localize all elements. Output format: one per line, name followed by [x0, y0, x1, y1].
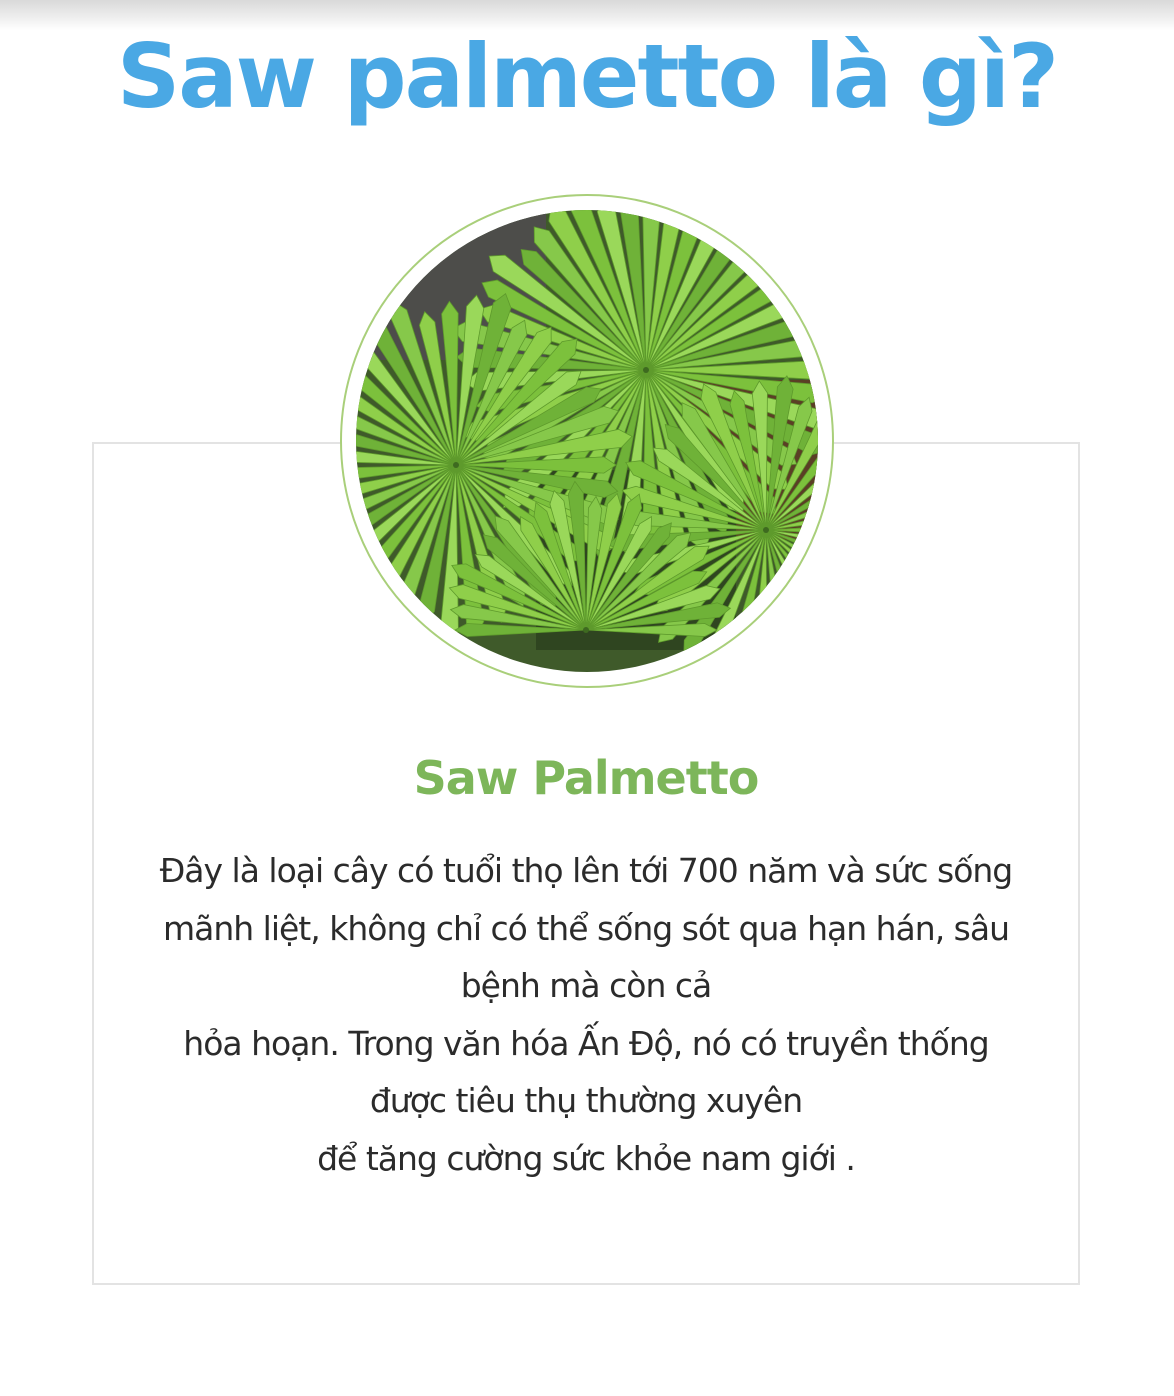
description-line: được tiêu thụ thường xuyên — [369, 1081, 803, 1120]
card-title: Saw Palmetto — [413, 751, 759, 805]
description-line: để tăng cường sức khỏe nam giới . — [317, 1138, 855, 1178]
card-description — [92, 842, 1080, 1187]
description-line: bệnh mà còn cả — [460, 966, 712, 1005]
saw-palmetto-photo — [356, 210, 818, 672]
description-line: hỏa hoạn. Trong văn hóa Ấn Độ, nó có truyền thống — [183, 1023, 989, 1063]
description-line: Đây là loại cây có tuổi thọ lên tới 700 năm và sức sống — [159, 851, 1013, 890]
description-line: mãnh liệt, không chỉ có thể sống sót qua hạn hán, sâu — [162, 908, 1010, 948]
page-title: Saw palmetto là gì? — [116, 25, 1058, 128]
